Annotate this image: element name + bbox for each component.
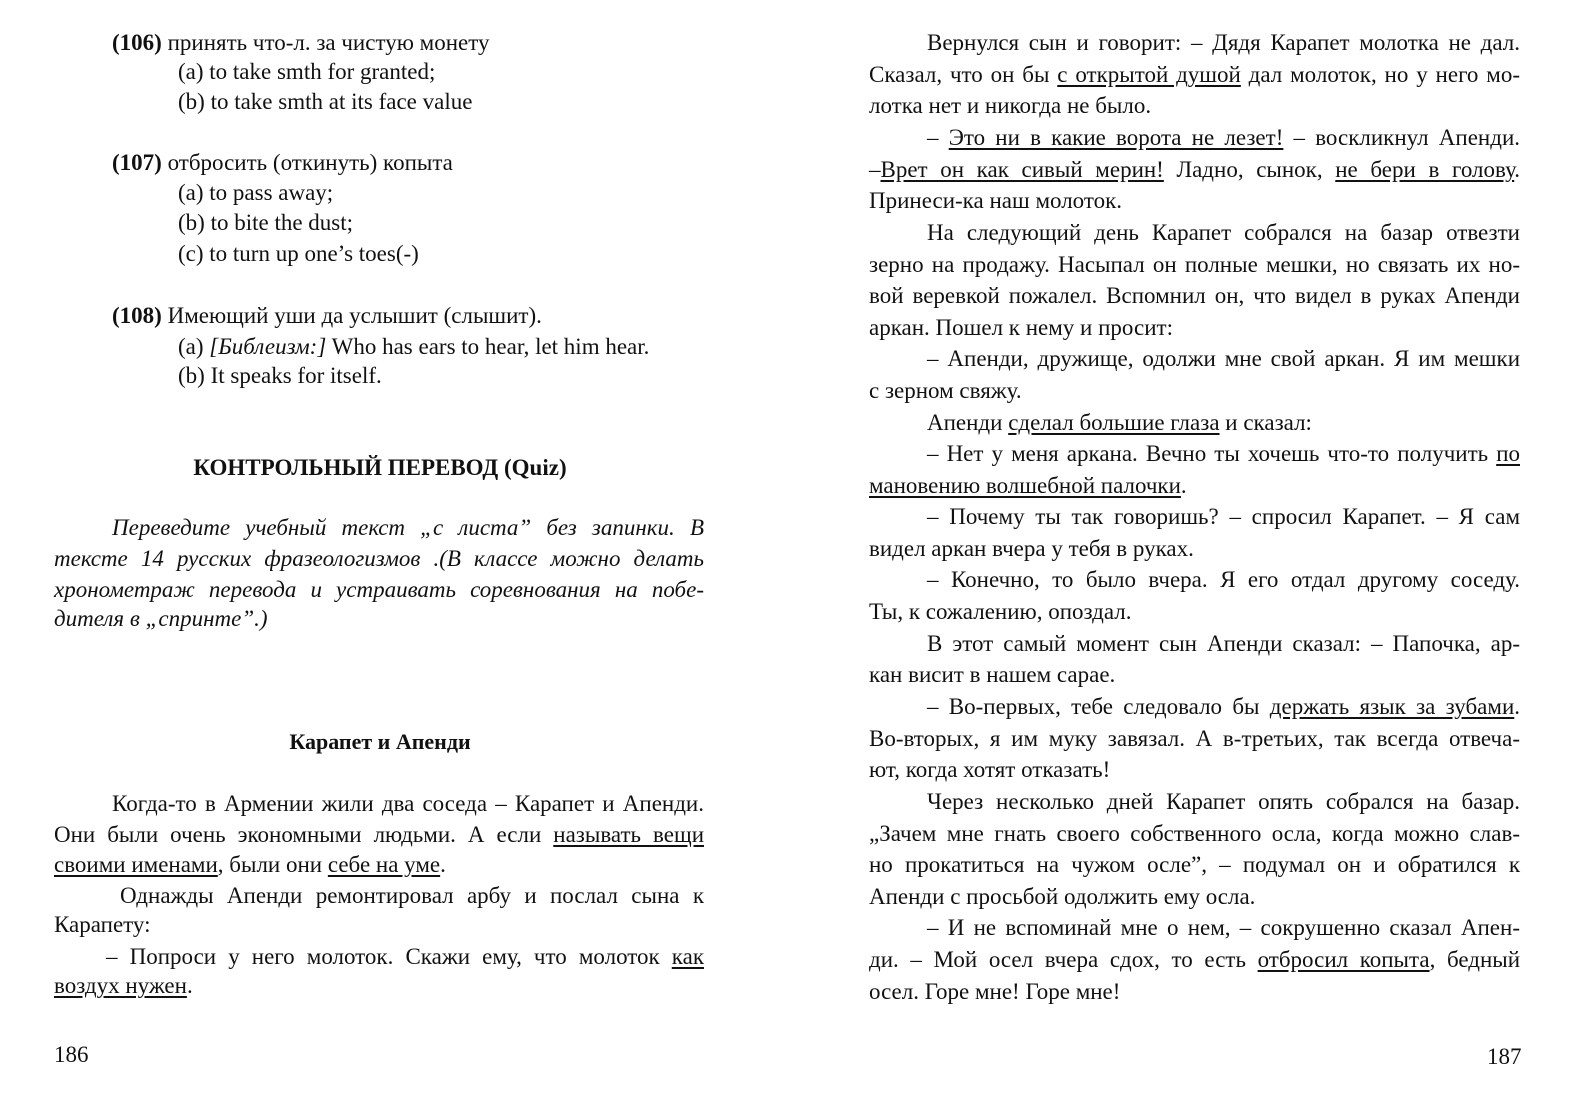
story-line: Ты, к сожалению, опоздал. (869, 599, 1132, 624)
story-line: воздух нужен. (54, 973, 193, 998)
story-line: – Почему ты так говоришь? – спросил Карапет. – Я сам (927, 504, 1520, 529)
entry-phrase: Имеющий уши да услышит (слышит). (167, 303, 542, 328)
story-line: Во-вторых, я им муку завязал. А в-третьих, так всегда отвеча- (869, 726, 1520, 751)
story-line: видел аркан вчера у тебя в руках. (869, 536, 1194, 561)
story-line: – Нет у меня аркана. Вечно ты хочешь что-то получить по (927, 441, 1520, 466)
story-line: Однажды Апенди ремонтировал арбу и послал сына к (120, 883, 704, 908)
story-line: зерно на продажу. Насыпал он полные мешки, но связать их но- (869, 252, 1520, 277)
idiom: с открытой душой (1057, 62, 1241, 87)
idiom: как (671, 944, 704, 969)
story-line: В этот самый момент сын Апенди сказал: – Папочка, ар- (927, 631, 1520, 656)
entry-option: (a) to take smth for granted; (178, 59, 436, 84)
story-line: кан висит в нашем сарае. (869, 662, 1116, 687)
instruction-line: хронометраж перевода и устраивать соревнования на побе- (54, 577, 704, 602)
story-line: мановению волшебной палочки. (869, 473, 1187, 498)
story-line: Карапету: (54, 912, 151, 937)
entry-option: (b) It speaks for itself. (178, 363, 382, 388)
entry-number: (108) (112, 303, 162, 328)
entry-option: (b) to bite the dust; (178, 210, 354, 235)
instruction-line: Переведите учебный текст „с листа” без запинки. В (112, 515, 704, 540)
story-line: лотка нет и никогда не было. (869, 93, 1152, 118)
instruction-line: тексте 14 русских фразеологизмов .(В классе можно делать (54, 546, 704, 571)
story-line: Вернулся сын и говорит: – Дядя Карапет молотка не дал. (927, 30, 1520, 55)
story-line: ют, когда хотят отказать! (869, 757, 1111, 782)
story-line: Апенди с просьбой одолжить ему осла. (869, 884, 1256, 909)
idiom: сделал большие глаза (1008, 410, 1220, 435)
idiom: воздух нужен (54, 973, 187, 998)
story-line: На следующий день Карапет собрался на базар отвезти (927, 220, 1520, 245)
idiom: держать язык за зубами (1269, 694, 1515, 719)
entry-number: (106) (112, 30, 162, 55)
instruction-line: дителя в „спринте”.) (54, 606, 268, 631)
page-number: 186 (54, 1042, 89, 1067)
story-line: Апенди сделал большие глаза и сказал: (927, 410, 1312, 435)
story-line: „Зачем мне гнать своего собственного осла, когда можно слав- (869, 821, 1520, 846)
entry-option: (a) to pass away; (178, 180, 334, 205)
quiz-heading: КОНТРОЛЬНЫЙ ПЕРЕВОД (Quiz) (193, 455, 567, 480)
entry-phrase: принять что-л. за чистую монету (167, 30, 490, 55)
idiom: Это ни в какие ворота не лезет! (948, 125, 1284, 150)
story-line: – Конечно, то было вчера. Я его отдал другому соседу. (927, 567, 1520, 592)
entry-option: (c) to turn up one’s toes(-) (178, 241, 419, 266)
idiom: не бери в голову (1335, 157, 1515, 182)
entry-108-header (112, 303, 542, 329)
story-title: Карапет и Апенди (289, 729, 471, 754)
story-line: Они были очень экономными людьми. А если называть вещи (54, 822, 705, 847)
story-line: – Во-первых, тебе следовало бы держать язык за зубами. (927, 694, 1521, 719)
entry-number: (107) (112, 150, 162, 175)
entry-107-header (112, 150, 453, 176)
idiom: по (1496, 441, 1520, 466)
story-line: –Врет он как сивый мерин! Ладно, сынок, не бери в голову. (869, 157, 1521, 182)
idiom: своими именами (54, 852, 218, 877)
entry-phrase: отбросить (откинуть) копыта (167, 150, 453, 175)
story-line: Принеси-ка наш молоток. (869, 188, 1123, 213)
page-number: 187 (1487, 1044, 1522, 1069)
idiom: называть вещи (553, 822, 705, 847)
story-line: ди. – Мой осел вчера сдох, то есть отбросил копыта, бедный (869, 947, 1521, 972)
idiom: мановению волшебной палочки (869, 473, 1181, 498)
story-line: своими именами, были они себе на уме. (54, 852, 446, 877)
story-line: Когда-то в Армении жили два соседа – Карапет и Апенди. (112, 791, 704, 816)
entry-option: (b) to take smth at its face value (178, 89, 473, 114)
entry-option: (a) [Библеизм:] Who has ears to hear, let him hear. (178, 334, 650, 359)
story-line: аркан. Пошел к нему и просит: (869, 315, 1173, 340)
idiom: отбросил копыта (1257, 947, 1430, 972)
story-line: но прокатиться на чужом осле”, – подумал он и обратился к (869, 852, 1520, 877)
story-line: осел. Горе мне! Горе мне! (869, 979, 1121, 1004)
story-line: Сказал, что он бы с открытой душой дал молоток, но у него мо- (869, 62, 1520, 87)
story-line: вой веревкой пожалел. Вспомнил он, что видел в руках Апенди (869, 283, 1520, 308)
story-line: – Это ни в какие ворота не лезет! – воскликнул Апенди. (927, 125, 1520, 150)
story-line: Через несколько дней Карапет опять собрался на базар. (927, 789, 1520, 814)
right-page (785, 0, 1570, 1118)
story-line: с зерном свяжу. (869, 378, 1022, 403)
entry-106-header (112, 30, 489, 56)
story-line: – И не вспоминай мне о нем, – сокрушенно сказал Апен- (927, 915, 1520, 940)
idiom: Врет он как сивый мерин! (880, 157, 1164, 182)
bible-tag: [Библеизм:] (209, 334, 327, 359)
story-line: – Попроси у него молоток. Скажи ему, что молоток как (106, 944, 704, 969)
story-line: – Апенди, дружище, одолжи мне свой аркан. Я им мешки (927, 346, 1520, 371)
idiom: себе на уме (327, 852, 441, 877)
